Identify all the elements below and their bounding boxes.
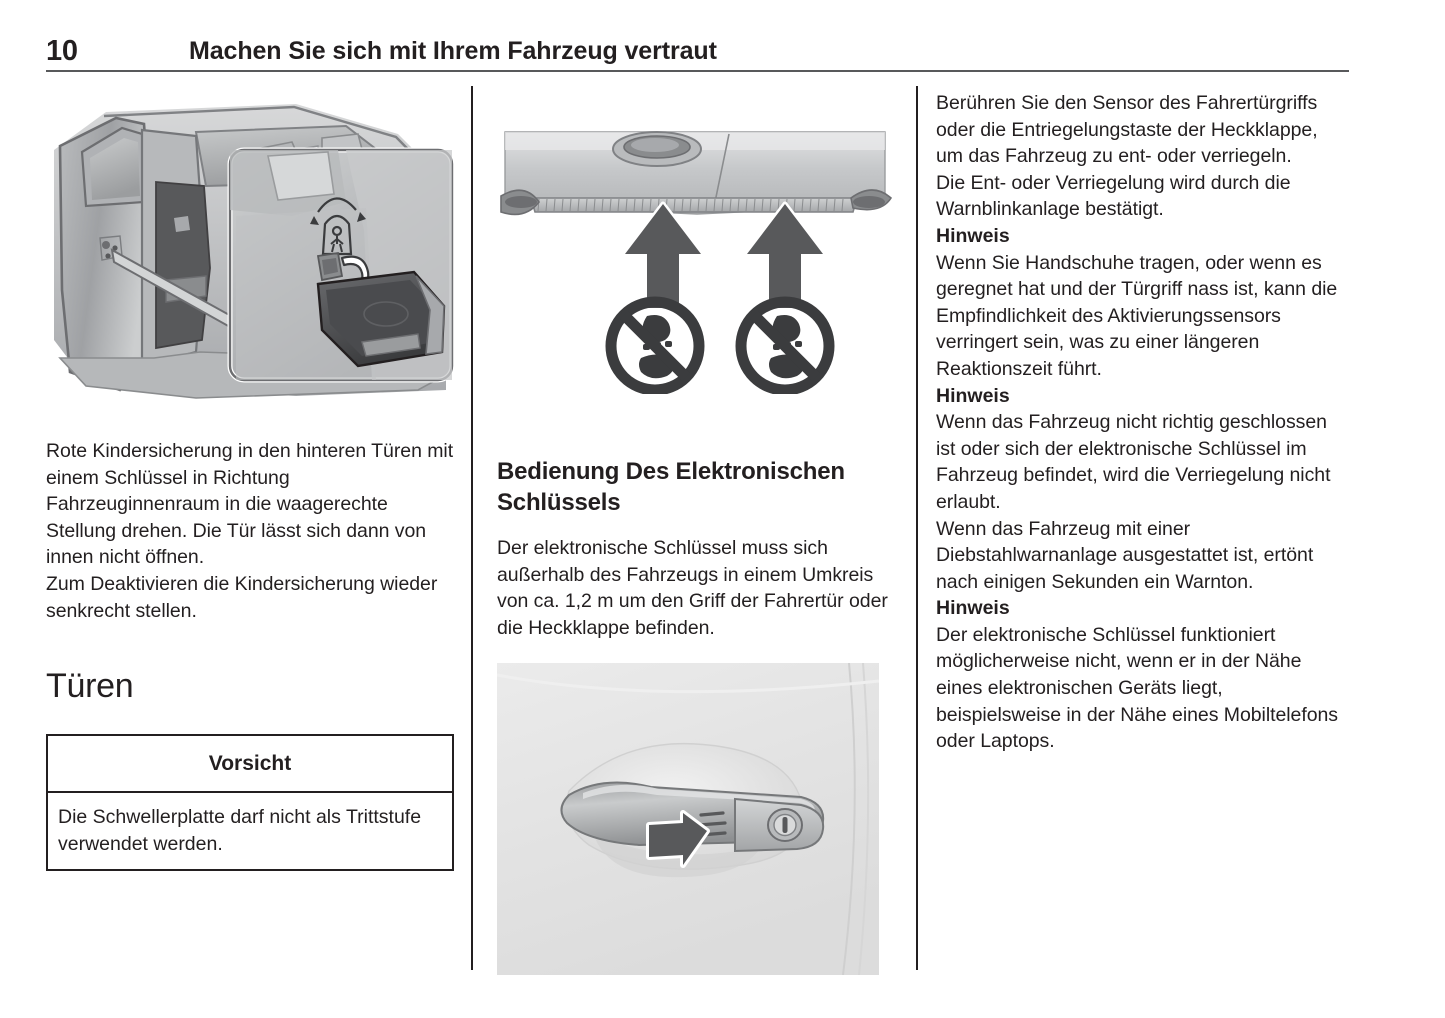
- warning-box-title: Vorsicht: [48, 736, 452, 793]
- left-paragraph-2: Zum Deaktivieren die Kindersicherung wieder senkrecht stellen.: [46, 572, 438, 622]
- column-divider-right: [916, 86, 918, 970]
- warning-box: [46, 734, 454, 871]
- page-header: [46, 34, 1349, 70]
- middle-paragraph-1: Der elektronische Schlüssel muss sich außerhalb des Fahrzeugs in einem Umkreis von ca. 1,2 m um den Griff der Fahrertür oder die Heckklappe befinden.: [497, 537, 888, 639]
- right-paragraph: Berühren Sie den Sensor des Fahrertürgriffs oder die Entriegelungstaste der Heckklappe, um das Fahrzeug zu ent- oder verriegeln.: [936, 92, 1318, 168]
- note-label: Hinweis: [936, 597, 1010, 620]
- left-paragraph-1: Rote Kindersicherung in den hinteren Türen mit einem Schlüssel in Richtung Fahrzeuginnenraum in die waagerechte Stellung drehen. Die Tür lässt sich dann von innen nicht öffnen.: [46, 440, 454, 569]
- note-label: Hinweis: [936, 384, 1010, 407]
- page-number: 10: [46, 35, 78, 67]
- middle-section-heading: Bedienung Des Elektronischen Schlüssels: [497, 458, 845, 516]
- figure-door-handle: [497, 663, 879, 975]
- door-handle-sensor-illustration: [497, 663, 879, 975]
- section-heading-tueren: Türen: [46, 667, 134, 706]
- page-title: Machen Sie sich mit Ihrem Fahrzeug vertraut: [189, 37, 717, 65]
- left-column: [46, 86, 454, 871]
- arrow-up-left-icon: [625, 204, 701, 308]
- note-label: Hinweis: [936, 224, 1010, 247]
- header-divider-rule: [46, 70, 1349, 72]
- right-column-text-blocks: [936, 90, 1349, 755]
- key-cylinder-icon: [768, 809, 802, 841]
- right-paragraph: Wenn das Fahrzeug mit einer Diebstahlwarnanlage ausgestattet ist, ertönt nach einigen Sekunden ein Warnton.: [936, 517, 1314, 593]
- door-sill-plate-illustration: [497, 94, 893, 394]
- arrow-up-right-icon: [747, 204, 823, 308]
- right-paragraph: Die Ent- oder Verriegelung wird durch die Warnblinkanlage bestätigt.: [936, 171, 1291, 221]
- right-paragraph: Wenn Sie Handschuhe tragen, oder wenn es geregnet hat und der Türgriff nass ist, kann die Empfindlichkeit des Aktivierungssensors verringert sein, was zu einer längeren Reaktionszeit führt.: [936, 251, 1338, 380]
- car-door-child-lock-illustration: [46, 90, 454, 420]
- no-step-boot-icon-left: [611, 302, 699, 390]
- right-column: [936, 86, 1349, 755]
- right-paragraph: Wenn das Fahrzeug nicht richtig geschlossen ist oder sich der elektronische Schlüssel im Fahrzeug befindet, wird die Verriegelung nicht erlaubt.: [936, 411, 1331, 513]
- child-lock-inset: [230, 150, 452, 380]
- column-divider-left: [471, 86, 473, 970]
- no-step-boot-icon-right: [741, 302, 829, 390]
- figure-sill-plate: [497, 94, 893, 394]
- warning-box-body: Die Schwellerplatte darf nicht als Trittstufe verwendet werden.: [58, 806, 422, 855]
- middle-column: [497, 86, 895, 975]
- figure-child-lock: [46, 90, 454, 420]
- right-paragraph: Der elektronische Schlüssel funktioniert möglicherweise nicht, wenn er in der Nähe eines elektronischen Geräts liegt, beispielsweise in der Nähe eines Mobiltelefons oder Laptops.: [936, 623, 1339, 753]
